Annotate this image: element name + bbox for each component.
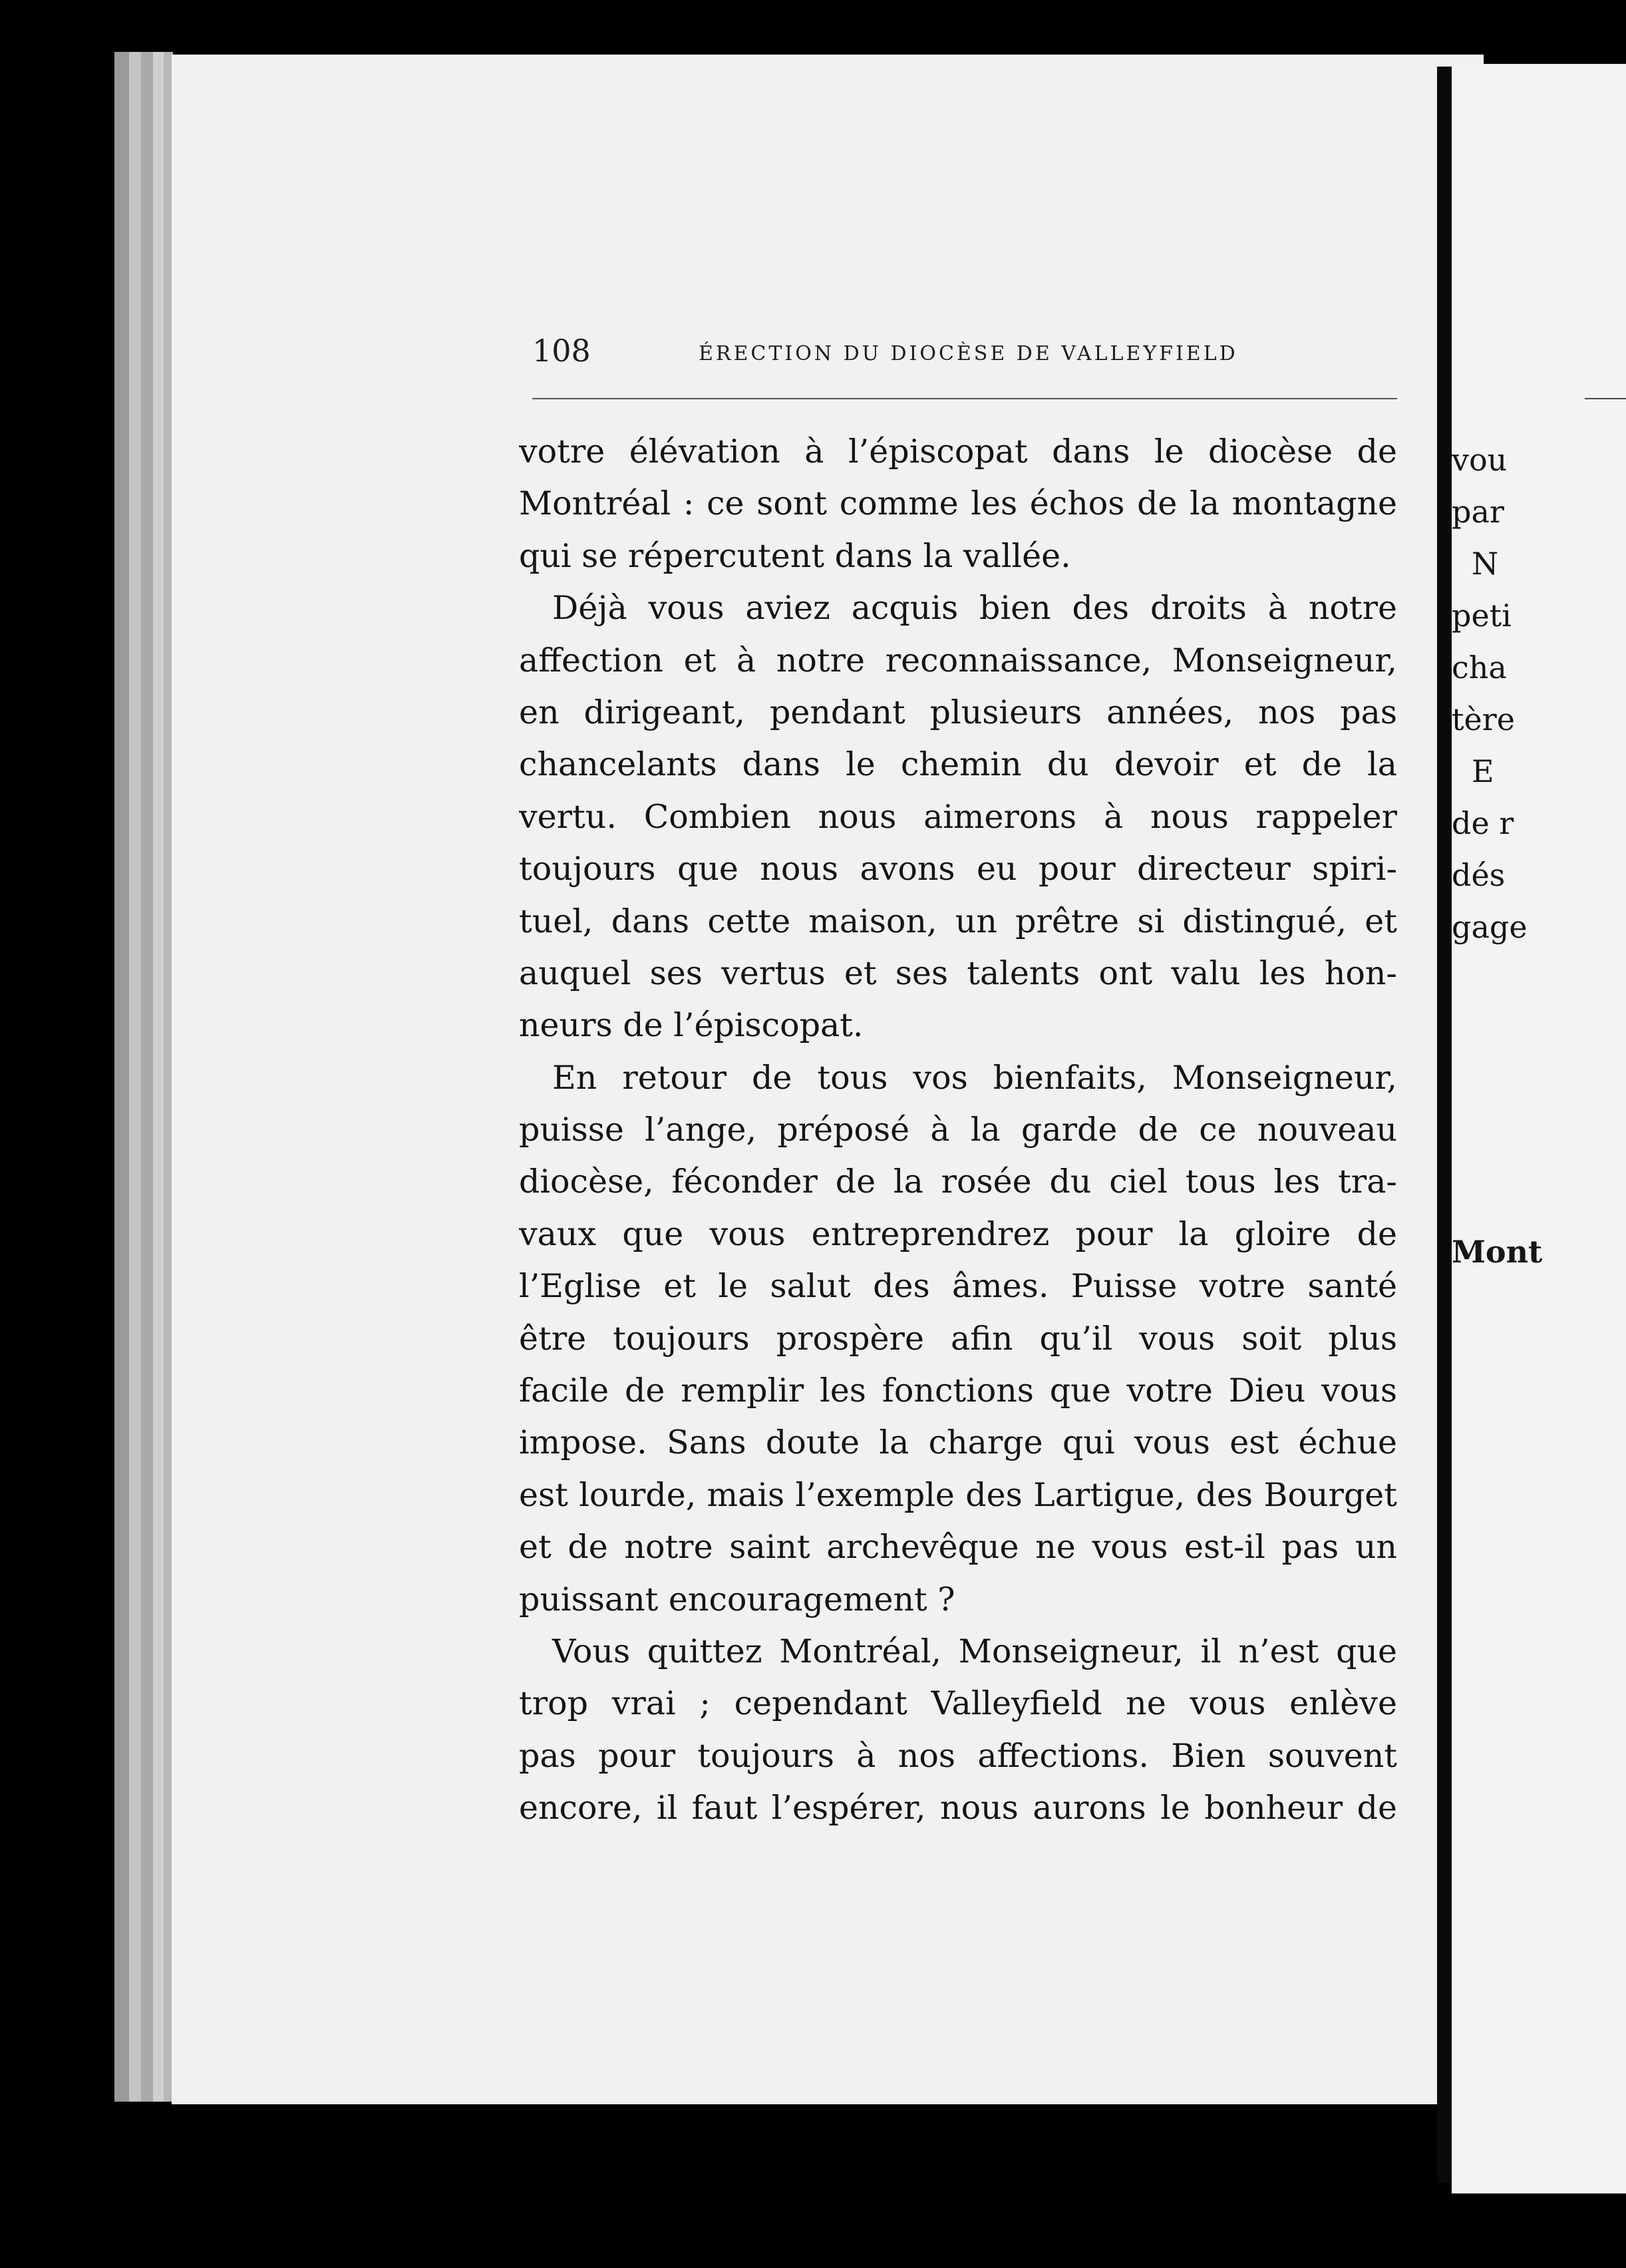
text-line: en dirigeant, pendant plusieurs années, nos pas [519,693,1397,731]
text-line: puisse l’ange, préposé à la garde de ce nouveau [519,1111,1397,1149]
right-page-fragment: de r [1452,805,1514,841]
right-page-fragment: vou [1452,442,1508,478]
text-line: En retour de tous vos bienfaits, Monseigneur, [552,1058,1397,1097]
page-edge [141,52,153,2102]
text-line: diocèse, féconder de la rosée du ciel tous les tra- [519,1163,1397,1201]
text-line: est lourde, mais l’exemple des Lartigue, des Bourget [519,1475,1397,1514]
right-page-fragment: gage [1452,909,1528,945]
right-page-fragment: tère [1452,701,1515,737]
right-page-fragment: par [1452,494,1504,530]
text-line: trop vrai ; cependant Valleyfield ne vous enlève [519,1684,1397,1723]
right-page-fragment: cha [1452,650,1507,685]
text-line: encore, il faut l’espérer, nous aurons le bonheur de [519,1789,1397,1827]
header-rule [532,398,1397,399]
page-edge [153,52,164,2102]
text-line: vertu. Combien nous aimerons à nous rappeler [519,797,1397,836]
text-line: tuel, dans cette maison, un prêtre si distingué, et [519,902,1397,940]
text-line: affection et à notre reconnaissance, Monseigneur, [519,641,1397,679]
page-number: 108 [532,333,591,369]
text-line: facile de remplir les fonctions que votre Dieu vous [519,1372,1397,1410]
text-line: et de notre saint archevêque ne vous est-il pas un [519,1528,1397,1567]
text-line: toujours que nous avons eu pour directeur spiri- [519,850,1397,888]
text-line: votre élévation à l’épiscopat dans le diocèse de [519,433,1397,471]
text-line: impose. Sans doute la charge qui vous est échue [519,1423,1397,1462]
page-edge [129,52,141,2102]
text-line: Vous quittez Montréal, Monseigneur, il n’est que [552,1632,1397,1670]
right-page [1452,64,1626,2193]
text-line: pas pour toujours à nos affections. Bien souvent [519,1736,1397,1775]
right-header-rule [1585,398,1626,399]
text-line: être toujours prospère afin qu’il vous soit plus [519,1319,1397,1358]
book-gutter [1437,67,1452,2183]
text-line: chancelants dans le chemin du devoir et de la [519,745,1397,784]
text-line: puissant encouragement ? [519,1580,955,1618]
text-line: auquel ses vertus et ses talents ont valu les hon- [519,954,1397,992]
page-edge [114,52,129,2102]
body-text [519,426,1397,1835]
right-page-fragment: N [1472,546,1499,582]
right-page-fragment: E [1472,753,1494,789]
text-line: vaux que vous entreprendrez pour la gloire de [519,1215,1397,1253]
running-title: ÉRECTION DU DIOCÈSE DE VALLEYFIELD [699,342,1238,365]
text-line: qui se répercutent dans la vallée. [519,536,1071,575]
running-head [532,333,1264,373]
text-line: Déjà vous aviez acquis bien des droits à notre [552,589,1397,628]
right-page-fragment: peti [1452,598,1512,634]
text-line: Montréal : ce sont comme les échos de la montagne [519,484,1397,523]
text-line: l’Eglise et le salut des âmes. Puisse votre santé [519,1267,1397,1306]
text-line: neurs de l’épiscopat. [519,1006,864,1045]
right-page-fragment: Mont [1452,1234,1543,1270]
right-page-fragment: dés [1452,857,1506,893]
